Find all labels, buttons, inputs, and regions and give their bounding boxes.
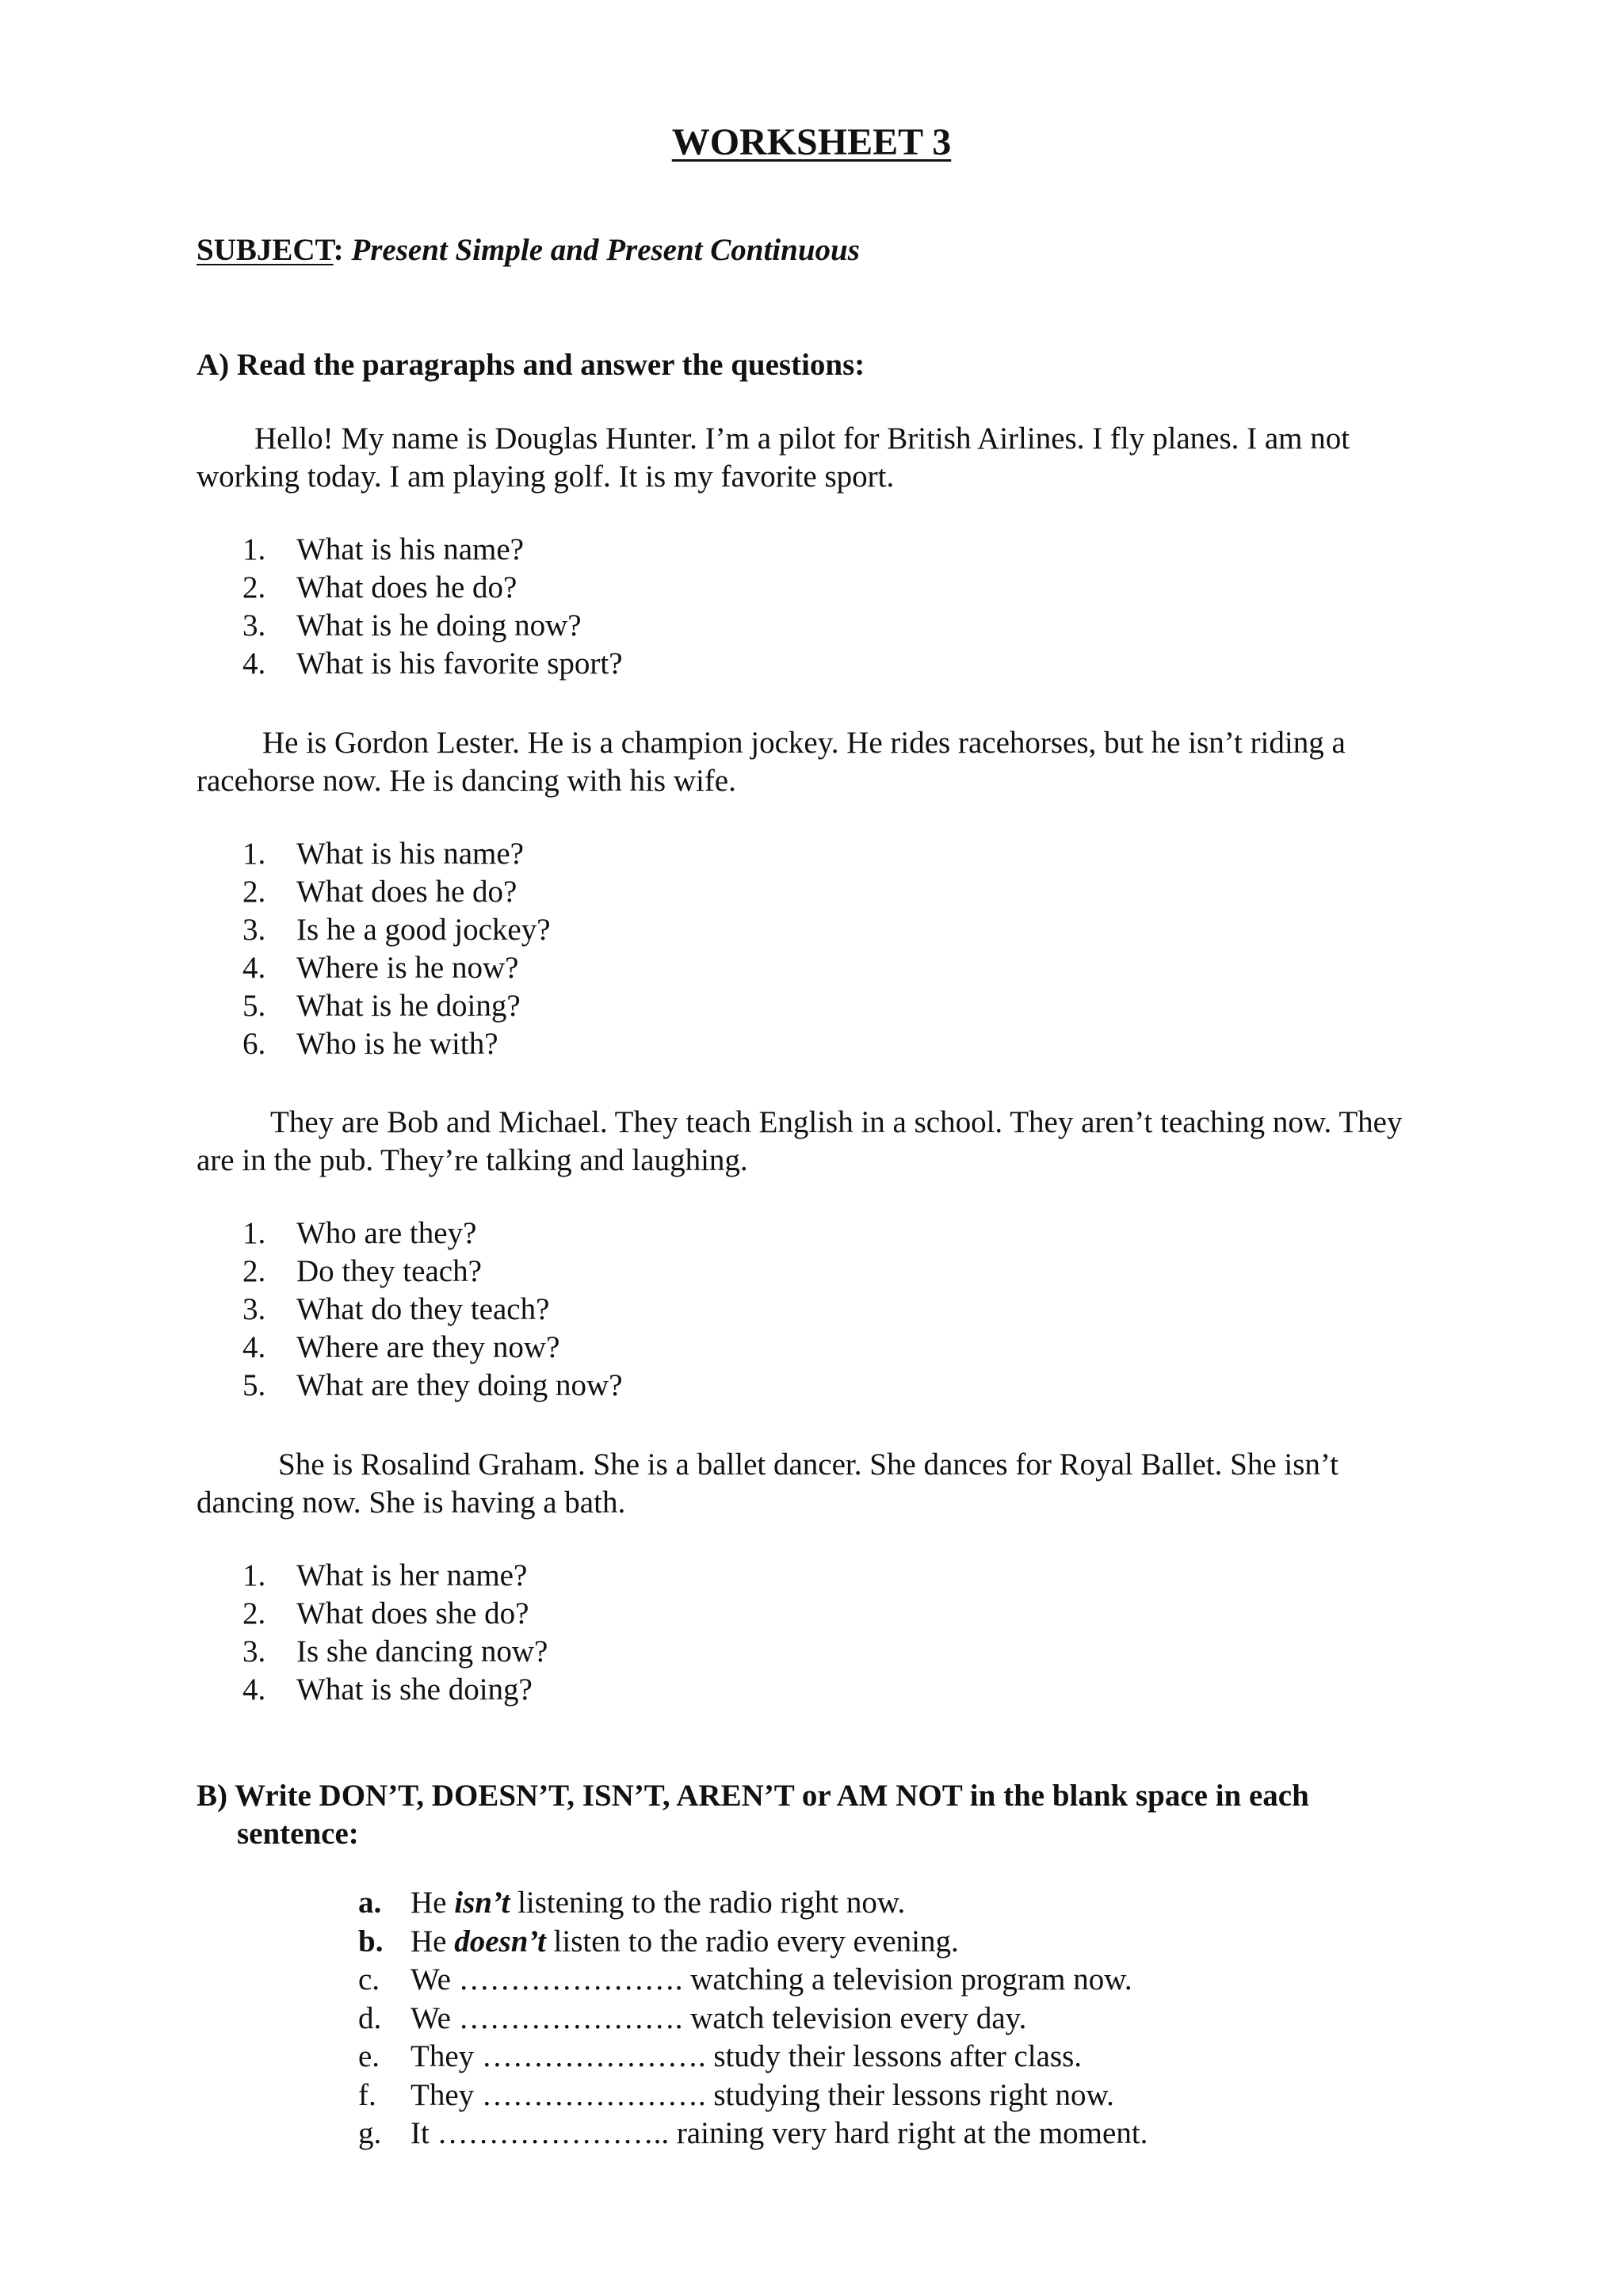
question-item: 1. What is his name? <box>242 837 524 871</box>
filled-answer: isn’t <box>454 1886 510 1920</box>
question-item: 3. Is he a good jockey? <box>242 913 551 947</box>
title-text: WORKSHEET 3 <box>671 121 952 163</box>
paragraph-4: She is Rosalind Graham. She is a ballet dancer. She dances for Royal Ballet. She isn’t dancing now. She is having a bath. <box>197 1447 1339 1520</box>
question-item: 2. What does he do? <box>242 875 517 909</box>
question-item: 2. What does she do? <box>242 1596 529 1630</box>
subject-line <box>197 228 860 273</box>
question-item: 3. Is she dancing now? <box>242 1634 548 1669</box>
question-item: 4. What is she doing? <box>242 1672 533 1707</box>
question-item: 4. Where are they now? <box>242 1330 560 1364</box>
question-item: 1. What is his name? <box>242 532 524 566</box>
question-item: 5. What are they doing now? <box>242 1368 623 1402</box>
fill-in-item: d. We …………………. watch television every day. <box>358 2000 1027 2035</box>
subject-separator: : <box>333 233 344 267</box>
fill-in-list <box>358 1884 1148 2153</box>
fill-in-item: c. We …………………. watching a television program now. <box>358 1962 1132 1997</box>
question-list-2 <box>242 835 551 1063</box>
question-list-1 <box>242 531 623 683</box>
worksheet-title <box>0 117 1623 168</box>
question-item: 1. What is her name? <box>242 1558 528 1592</box>
section-a-heading: A) Read the paragraphs and answer the questions: <box>197 348 865 382</box>
section-b-heading <box>197 1777 1433 1853</box>
question-item: 3. What is he doing now? <box>242 608 582 643</box>
question-item: 2. What does he do? <box>242 570 517 605</box>
fill-in-item: e. They …………………. study their lessons after class. <box>358 2039 1083 2073</box>
question-item: 5. What is he doing? <box>242 989 521 1023</box>
filled-answer: doesn’t <box>454 1924 546 1958</box>
section-b-heading-line1: B) Write DON’T, DOESN’T, ISN’T, AREN’T or AM NOT in the blank space in each <box>197 1779 1309 1813</box>
fill-in-item: g. It ………………….. raining very hard right at the moment. <box>358 2116 1148 2150</box>
paragraph-1: Hello! My name is Douglas Hunter. I’m a pilot for British Airlines. I fly planes. I am not working today. I am playing golf. It is my favorite sport. <box>197 421 1350 494</box>
subject-value: Present Simple and Present Continuous <box>351 233 860 267</box>
fill-in-item: a. He isn’t listening to the radio right now. <box>358 1886 906 1920</box>
paragraph-3: They are Bob and Michael. They teach English in a school. They aren’t teaching now. They are in the pub. They’re talking and laughing. <box>197 1105 1403 1177</box>
question-list-4 <box>242 1557 548 1709</box>
question-item: 3. What do they teach? <box>242 1292 550 1326</box>
question-item: 4. What is his favorite sport? <box>242 646 623 681</box>
section-b-heading-line2: sentence: <box>237 1817 359 1851</box>
subject-key: SUBJECT <box>197 233 334 267</box>
question-item: 4. Where is he now? <box>242 951 519 985</box>
paragraph-2: He is Gordon Lester. He is a champion jockey. He rides racehorses, but he isn’t riding a racehorse now. He is dancing with his wife. <box>197 726 1346 798</box>
question-list-3 <box>242 1215 623 1405</box>
fill-in-item: b. He doesn’t listen to the radio every evening. <box>358 1924 959 1958</box>
fill-in-item: f. They …………………. studying their lessons right now. <box>358 2077 1114 2112</box>
question-item: 1. Who are they? <box>242 1216 477 1250</box>
question-item: 6. Who is he with? <box>242 1027 498 1061</box>
question-item: 2. Do they teach? <box>242 1254 482 1288</box>
